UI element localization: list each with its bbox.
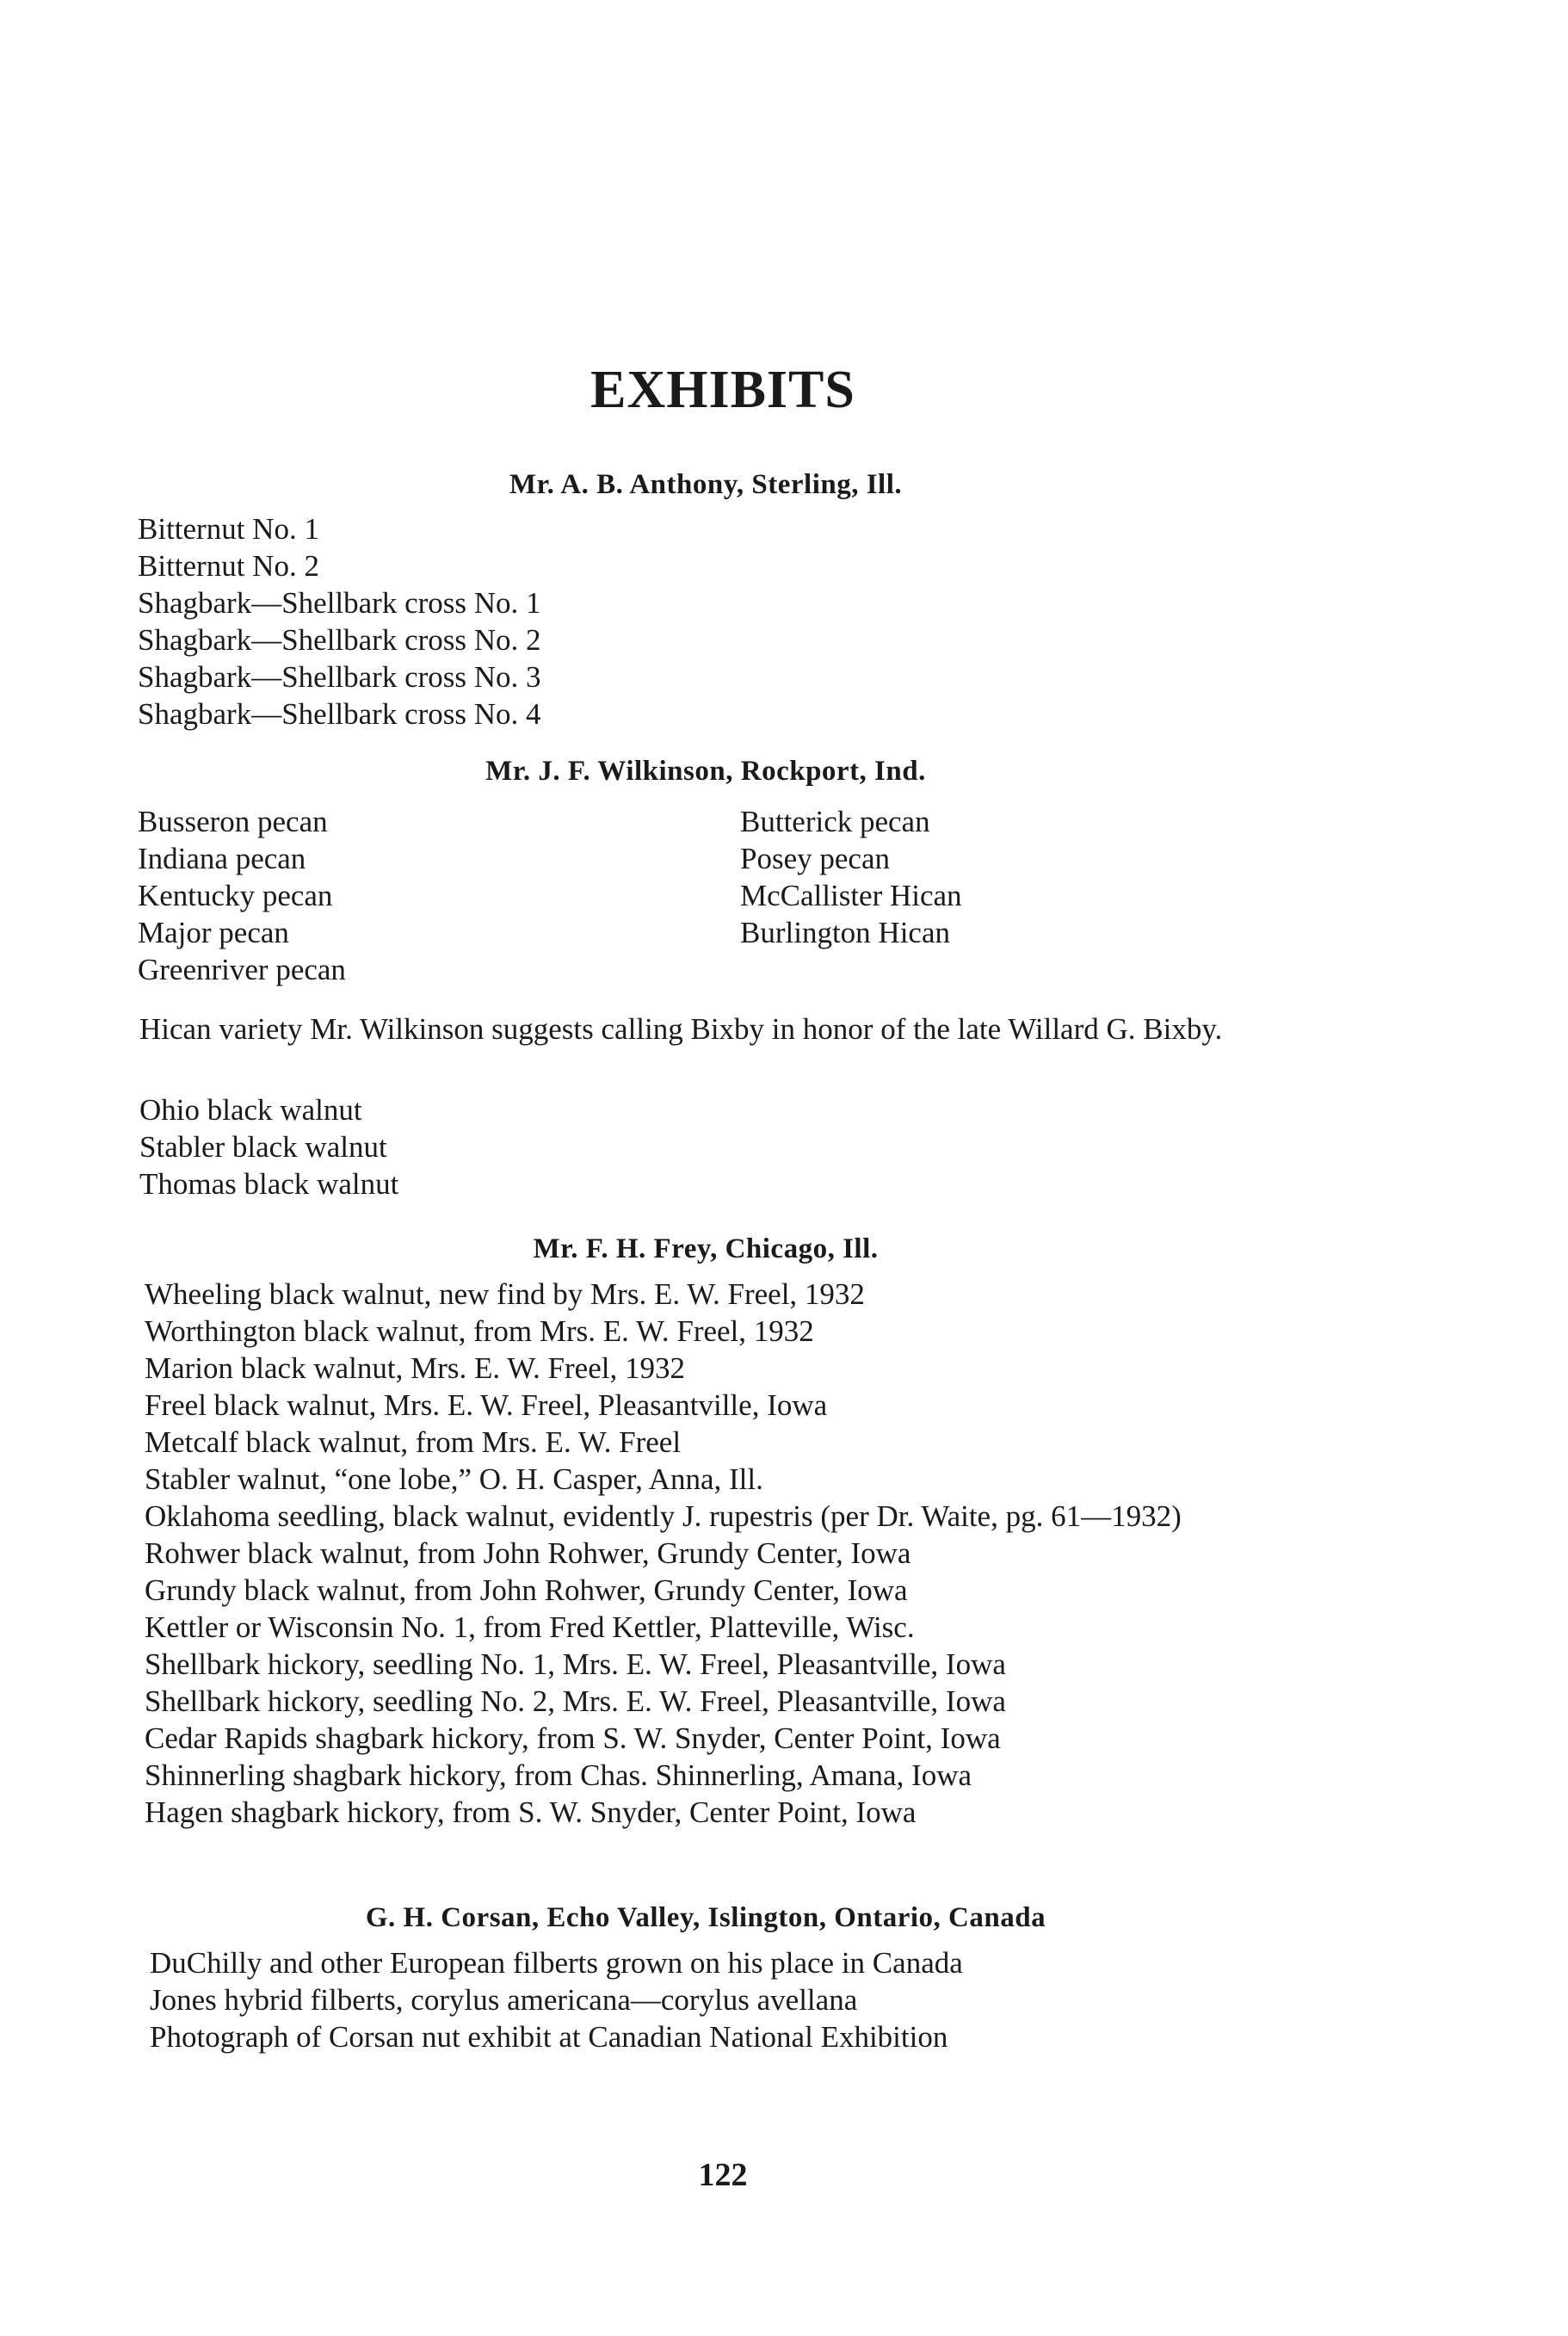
wilkinson-note bbox=[139, 1010, 1318, 1047]
list-item: Bitternut No. 2 bbox=[138, 549, 319, 583]
page-title: EXHIBITS bbox=[590, 361, 855, 419]
wilkinson-right-list bbox=[740, 803, 962, 951]
list-item: Grundy black walnut, from John Rohwer, Grundy Center, Iowa bbox=[145, 1573, 908, 1607]
exhibitor-wilkinson: Mr. J. F. Wilkinson, Rockport, Ind. bbox=[485, 756, 926, 787]
list-item: Marion black walnut, Mrs. E. W. Freel, 1932 bbox=[145, 1351, 685, 1385]
list-item: Shagbark—Shellbark cross No. 2 bbox=[138, 623, 541, 657]
list-item: Stabler black walnut bbox=[139, 1130, 387, 1164]
list-item: Worthington black walnut, from Mrs. E. W. Freel, 1932 bbox=[145, 1314, 814, 1348]
list-item: Stabler walnut, “one lobe,” O. H. Casper, Anna, Ill. bbox=[145, 1462, 763, 1496]
list-item: Shellbark hickory, seedling No. 2, Mrs. E. W. Freel, Pleasantville, Iowa bbox=[145, 1684, 1006, 1718]
corsan-list bbox=[150, 1944, 963, 2055]
list-item: Photograph of Corsan nut exhibit at Canadian National Exhibition bbox=[150, 2020, 948, 2054]
list-item: Metcalf black walnut, from Mrs. E. W. Freel bbox=[145, 1425, 682, 1459]
list-item: Shellbark hickory, seedling No. 1, Mrs. E. W. Freel, Pleasantville, Iowa bbox=[145, 1647, 1006, 1681]
list-item: Burlington Hican bbox=[740, 916, 950, 949]
list-item: Major pecan bbox=[138, 916, 289, 949]
list-item: Shagbark—Shellbark cross No. 4 bbox=[138, 697, 541, 731]
list-item: McCallister Hican bbox=[740, 879, 962, 912]
list-item: Greenriver pecan bbox=[138, 953, 346, 986]
list-item: Indiana pecan bbox=[138, 842, 306, 875]
note-text: Hican variety Mr. Wilkinson suggests calling Bixby in honor of the late Willard G. Bixby. bbox=[139, 1012, 1223, 1046]
list-item: Rohwer black walnut, from John Rohwer, Grundy Center, Iowa bbox=[145, 1536, 911, 1570]
list-item: Busseron pecan bbox=[138, 805, 328, 838]
exhibitor-corsan: G. H. Corsan, Echo Valley, Islington, Ontario, Canada bbox=[365, 1902, 1046, 1933]
list-item: Posey pecan bbox=[740, 842, 890, 875]
frey-list bbox=[145, 1276, 1315, 1831]
list-item: Thomas black walnut bbox=[139, 1167, 399, 1201]
list-item: Cedar Rapids shagbark hickory, from S. W. Snyder, Center Point, Iowa bbox=[145, 1721, 1001, 1755]
list-item: Ohio black walnut bbox=[139, 1093, 362, 1127]
list-item: Kettler or Wisconsin No. 1, from Fred Kettler, Platteville, Wisc. bbox=[145, 1610, 915, 1644]
list-item: Jones hybrid filberts, corylus americana—corylus avellana bbox=[150, 1983, 858, 2017]
list-item: DuChilly and other European filberts grown on his place in Canada bbox=[150, 1946, 963, 1980]
list-item: Freel black walnut, Mrs. E. W. Freel, Pleasantville, Iowa bbox=[145, 1388, 828, 1422]
exhibitor-frey: Mr. F. H. Frey, Chicago, Ill. bbox=[533, 1233, 879, 1264]
list-item: Shagbark—Shellbark cross No. 1 bbox=[138, 586, 541, 620]
anthony-list bbox=[138, 510, 541, 732]
wilkinson-walnut-list bbox=[139, 1091, 398, 1202]
list-item: Wheeling black walnut, new find by Mrs. E. W. Freel, 1932 bbox=[145, 1277, 865, 1311]
list-item: Shinnerling shagbark hickory, from Chas. Shinnerling, Amana, Iowa bbox=[145, 1758, 972, 1792]
list-item: Oklahoma seedling, black walnut, evidently J. rupestris (per Dr. Waite, pg. 61—1932) bbox=[145, 1499, 1182, 1533]
list-item: Hagen shagbark hickory, from S. W. Snyder, Center Point, Iowa bbox=[145, 1795, 917, 1829]
page-number: 122 bbox=[698, 2157, 748, 2193]
wilkinson-left-list bbox=[138, 803, 346, 988]
exhibitor-anthony: Mr. A. B. Anthony, Sterling, Ill. bbox=[509, 469, 903, 500]
list-item: Shagbark—Shellbark cross No. 3 bbox=[138, 660, 541, 694]
list-item: Kentucky pecan bbox=[138, 879, 333, 912]
list-item: Bitternut No. 1 bbox=[138, 512, 319, 546]
list-item: Butterick pecan bbox=[740, 805, 930, 838]
